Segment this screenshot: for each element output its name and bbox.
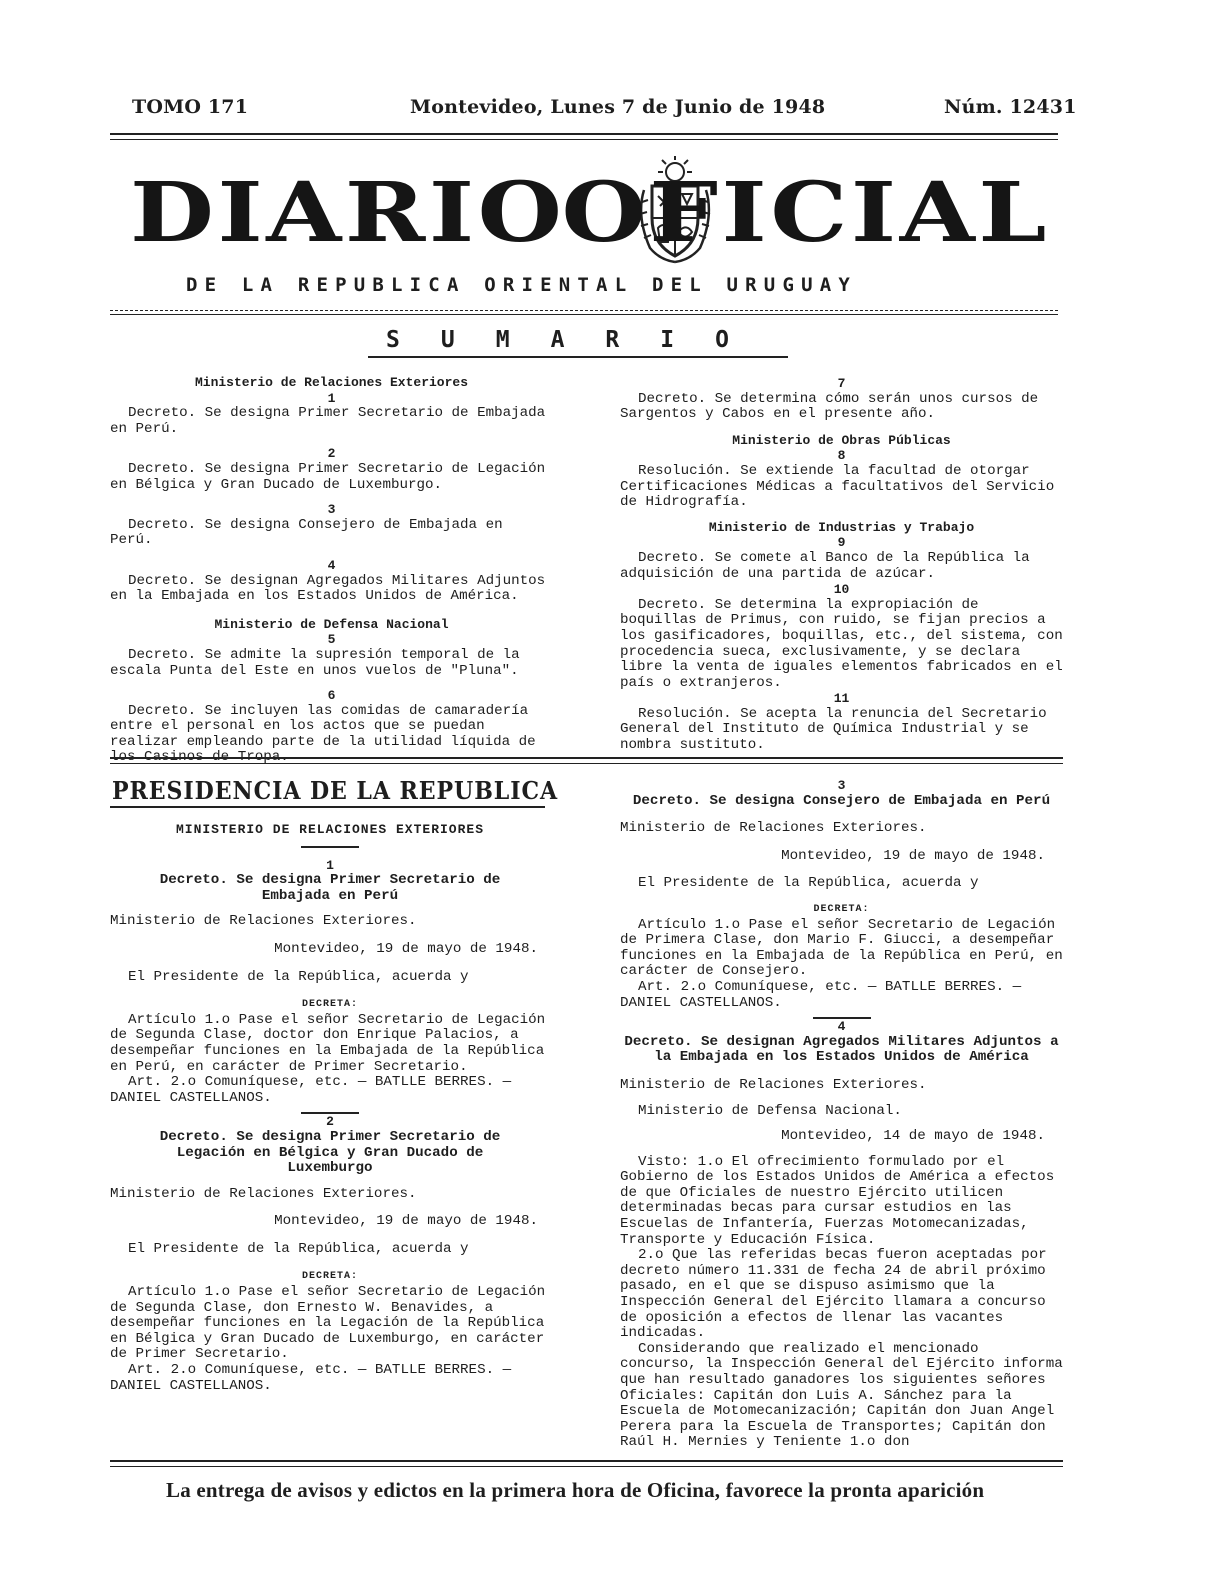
masthead-left-word: DIARIO	[130, 165, 566, 261]
decree-ministry: Ministerio de Relaciones Exteriores.	[620, 820, 927, 837]
sumario-item-number: 10	[833, 582, 850, 598]
decree-decreta: DECRETA:	[301, 999, 358, 1011]
decree-article: Art. 2.o Comuníquese, etc. — BATLLE BERRES. — DANIEL CASTELLANOS.	[110, 1362, 512, 1394]
sumario-item-number: 9	[837, 535, 846, 551]
decree-president: El Presidente de la República, acuerda y	[638, 875, 979, 892]
decree-date: Montevideo, 19 de mayo de 1948.	[781, 847, 1045, 864]
sumario-item-number: 4	[327, 557, 336, 573]
sumario-item: Decreto. Se comete al Banco de la República la adquisición de una partida de azúcar.	[620, 549, 1030, 582]
sumario-item: Decreto. Se designan Agregados Militares Adjuntos en la Embajada en los Estados Unidos de América.	[110, 572, 546, 605]
decree-number: 4	[837, 1019, 846, 1035]
sumario-item-number: 6	[327, 688, 336, 704]
sumario-right-column	[620, 376, 1063, 754]
decree-title: Decreto. Se designa Primer Secretario de Legación en Bélgica y Gran Ducado de Luxemburgo	[159, 1128, 501, 1177]
decree-title: Decreto. Se designan Agregados Militares Adjuntos a la Embajada en los Estados Unidos de América	[624, 1033, 1059, 1066]
masthead-subtitle: DE LA REPUBLICA ORIENTAL DEL URUGUAY	[186, 274, 858, 296]
header-rule	[110, 133, 1058, 135]
sumario-item-number: 1	[327, 390, 336, 406]
issue-number: Núm. 12431	[944, 96, 1077, 118]
decree-date: Montevideo, 14 de mayo de 1948.	[781, 1128, 1045, 1145]
decree-paragraph: 2.o Que las referidas becas fueron aceptadas por decreto número 11.331 de fecha 24 de abril próximo pasado, en el que se dispuso asimismo que la Inspección General del Ejército llamara a concurso de oposición a efectos de llenar las vacantes indicadas.	[620, 1247, 1047, 1342]
sumario-item: Decreto. Se designa Primer Secretario de Embajada en Perú.	[110, 405, 546, 437]
masthead-right-word: OFICIAL	[561, 165, 1050, 261]
sumario-item: Decreto. Se determina la expropiación de boquillas de Primus, con ruido, se fijan precios a los gasificadores, boquillas, etc., del sistema, con procedencia sueca, exclusivamente, y se declara libre la venta de iguales elementos fabricados en el país o extranjeros.	[620, 596, 1063, 691]
decree-ministry: Ministerio de Defensa Nacional.	[638, 1102, 902, 1119]
decree-article: Artículo 1.o Pase el señor Secretario de Legación de Primera Clase, don Mario F. Giucci, a desempeñar funciones en la Embajada de la República en Perú, en carácter de Consejero.	[620, 916, 1063, 980]
sumario-left-column	[110, 375, 553, 766]
decree-number: 1	[326, 857, 334, 873]
sumario-bottom-rule	[110, 757, 1063, 759]
decree-ministry: Ministerio de Relaciones Exteriores.	[110, 1185, 417, 1202]
decree-president: El Presidente de la República, acuerda y	[128, 968, 469, 985]
sumario-item-number: 3	[327, 502, 336, 518]
decree-article: Artículo 1.o Pase el señor Secretario de Legación de Segunda Clase, don Ernesto W. Benavides, a desempeñar funciones en la Legación de la República en Bélgica y Gran Ducado de Luxemburgo, en carácter de Primer Secretario.	[110, 1284, 546, 1363]
sumario-item: Resolución. Se acepta la renuncia del Secretario General del Instituto de Química Industrial y se nombra sustituto.	[620, 705, 1047, 754]
decree-ministry: Ministerio de Relaciones Exteriores.	[620, 1076, 927, 1093]
sumario-ministry-heading: Ministerio de Relaciones Exteriores	[194, 375, 469, 390]
sumario-item-number: 5	[327, 632, 336, 648]
decree-date: Montevideo, 19 de mayo de 1948.	[274, 1213, 538, 1230]
sumario-item-number: 2	[327, 446, 336, 462]
decree-article: Artículo 1.o Pase el señor Secretario de Legación de Segunda Clase, doctor don Enrique Palacios, a desempeñar funciones en la Embajada de la República en Perú, en carácter de Primer Secretario.	[110, 1011, 546, 1075]
decree-number: 2	[326, 1114, 334, 1130]
sumario-title: SUMARIO	[386, 327, 770, 353]
sumario-item-number: 7	[837, 376, 846, 391]
section-title-underline	[110, 806, 545, 808]
sumario-item-number: 11	[833, 691, 850, 707]
body-ministry-heading: MINISTERIO DE RELACIONES EXTERIORES	[175, 822, 485, 837]
decree-number: 3	[837, 778, 846, 793]
masthead	[110, 165, 1070, 261]
sumario-item: Decreto. Se admite la supresión temporal de la escala Punta del Este en unos vuelos de "Pluna".	[110, 646, 520, 679]
sumario-underline	[368, 356, 788, 358]
decree-president: El Presidente de la República, acuerda y	[128, 1240, 469, 1257]
decree-decreta: DECRETA:	[301, 1271, 358, 1283]
masthead-rule-2	[110, 314, 1058, 315]
footer-notice: La entrega de avisos y edictos en la primera hora de Oficina, favorece la pronta aparición	[166, 1478, 985, 1502]
sumario-item: Decreto. Se determina cómo serán unos cursos de Sargentos y Cabos en el presente año.	[620, 390, 1039, 423]
masthead-rule	[110, 310, 1058, 311]
body-right-column	[620, 778, 1063, 1451]
decree-ministry: Ministerio de Relaciones Exteriores.	[110, 913, 417, 930]
sumario-item: Decreto. Se designa Primer Secretario de Legación en Bélgica y Gran Ducado de Luxemburgo.	[110, 460, 546, 493]
decree-date: Montevideo, 19 de mayo de 1948.	[274, 940, 538, 957]
sumario-item-number: 8	[837, 448, 846, 464]
decree-title: Decreto. Se designa Consejero de Embajada en Perú	[632, 792, 1051, 809]
sumario-item: Decreto. Se incluyen las comidas de camaradería entre el personal en los actos que se puedan realizar empleando parte de la utilidad líquida de los Casinos de Tropa.	[110, 702, 536, 766]
footer-rule	[110, 1460, 1063, 1462]
decree-article: Art. 2.o Comuníquese, etc. — BATLLE BERRES. — DANIEL CASTELLANOS.	[620, 978, 1022, 1011]
sumario-item: Decreto. Se designa Consejero de Embajada en Perú.	[110, 516, 503, 549]
decree-decreta: DECRETA:	[813, 903, 870, 915]
footer-rule-thin	[110, 1466, 1063, 1467]
sumario-ministry-heading: Ministerio de Obras Públicas	[732, 432, 951, 448]
short-divider	[301, 846, 359, 848]
decree-paragraph: Considerando que realizado el mencionado concurso, la Inspección General del Ejército informa que han resultado ganadores los siguientes señores Oficiales: Capitán don Luis A. Sánchez para la Escuela de Motomecanización; Capitán don Juan Angel Perera para la Escuela de Transportes; Capitán don Raúl H. Mernies y Teniente 1.o don	[620, 1340, 1063, 1451]
body-left-column	[110, 822, 550, 1394]
sumario-ministry-heading: Ministerio de Defensa Nacional	[214, 616, 449, 632]
section-title: PRESIDENCIA DE LA REPUBLICA	[112, 776, 559, 805]
tomo-label: TOMO 171	[132, 96, 249, 118]
sumario-item: Resolución. Se extiende la facultad de otorgar Certificaciones Médicas a facultativos del Servicio de Hidrografía.	[620, 462, 1055, 511]
header-rule-thin	[110, 139, 1058, 140]
decree-title: Decreto. Se designa Primer Secretario de Embajada en Perú	[159, 872, 501, 904]
sumario-bottom-rule-thin	[110, 763, 1063, 764]
decree-paragraph: Visto: 1.o El ofrecimiento formulado por el Gobierno de los Estados Unidos de América a efectos de que Oficiales de nuestro Ejército utilicen determinadas becas para cursar estudios en las Escuelas de Infantería, Fuerzas Motomecanizadas, Transporte y Educación Física.	[620, 1153, 1055, 1248]
issue-date: Montevideo, Lunes 7 de Junio de 1948	[410, 96, 826, 118]
decree-article: Art. 2.o Comuníquese, etc. — BATLLE BERRES. — DANIEL CASTELLANOS.	[110, 1074, 512, 1106]
sumario-ministry-heading: Ministerio de Industrias y Trabajo	[708, 519, 975, 535]
